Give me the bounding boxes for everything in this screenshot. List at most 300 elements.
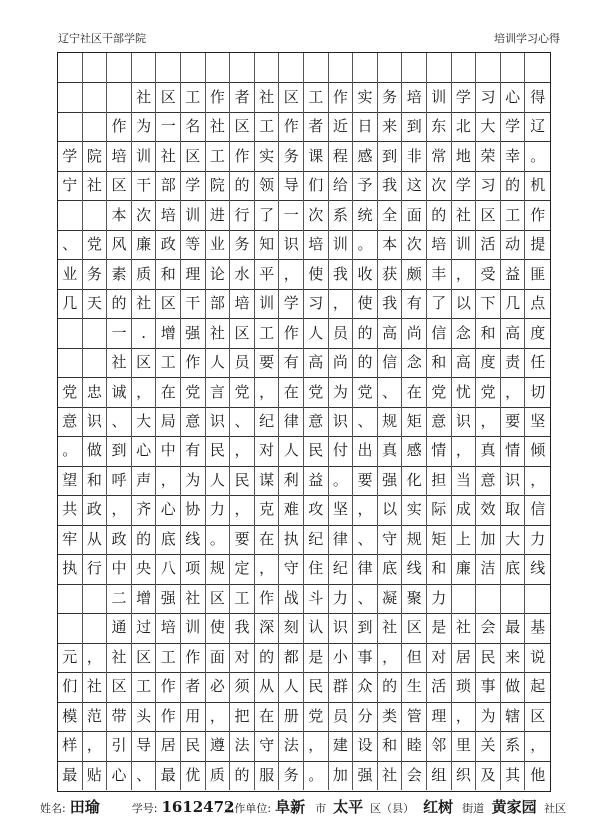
grid-cell: 政 — [107, 525, 132, 554]
grid-cell: 东 — [427, 112, 452, 141]
grid-cell: 识 — [83, 407, 108, 436]
grid-cell: 坚 — [329, 495, 354, 524]
grid-cell: 分 — [353, 702, 378, 731]
grid-cell: 样 — [58, 731, 83, 760]
grid-cell: 务 — [83, 259, 108, 288]
grid-cell: 社 — [378, 761, 403, 790]
grid-cell: 区 — [107, 171, 132, 200]
footer-info — [40, 796, 580, 817]
grid-cell: ， — [206, 702, 231, 731]
grid-cell: 高 — [378, 318, 403, 347]
grid-cell: 真 — [378, 436, 403, 465]
grid-cell: 必 — [206, 672, 231, 701]
grid-cell: 牢 — [58, 525, 83, 554]
grid-cell: 作 — [279, 318, 304, 347]
grid-row — [58, 672, 550, 702]
grid-row — [58, 613, 550, 643]
grid-row — [58, 200, 550, 230]
grid-cell: 守 — [279, 554, 304, 583]
grid-cell: 培 — [230, 289, 255, 318]
grid-row — [58, 259, 550, 289]
grid-cell: 日 — [353, 112, 378, 141]
grid-row — [58, 112, 550, 142]
grid-cell: 社 — [83, 171, 108, 200]
grid-cell: ， — [279, 259, 304, 288]
grid-cell: 导 — [279, 171, 304, 200]
grid-row — [58, 584, 550, 614]
grid-cell: 从 — [255, 672, 280, 701]
grid-cell: 高 — [452, 348, 477, 377]
grid-cell: ， — [501, 377, 526, 406]
grid-cell: 大 — [132, 407, 157, 436]
grid-row — [58, 348, 550, 378]
grid-cell: 作 — [107, 112, 132, 141]
grid-cell: 须 — [230, 672, 255, 701]
grid-cell: 加 — [476, 525, 501, 554]
grid-cell: 部 — [156, 171, 181, 200]
grid-cell: 的 — [132, 525, 157, 554]
grid-row — [58, 141, 550, 171]
grid-cell: 睦 — [402, 731, 427, 760]
grid-cell: 和 — [83, 466, 108, 495]
grid-cell — [83, 82, 108, 111]
grid-cell: 。 — [353, 230, 378, 259]
grid-cell: 尚 — [402, 318, 427, 347]
id-value: 1612472 — [161, 798, 235, 816]
grid-cell: 训 — [427, 82, 452, 111]
grid-cell: 院 — [83, 141, 108, 170]
grid-cell: 我 — [378, 289, 403, 318]
grid-cell: 全 — [378, 200, 403, 229]
grid-cell: ， — [255, 377, 280, 406]
grid-cell: 优 — [181, 761, 206, 790]
grid-cell: 党 — [427, 377, 452, 406]
grid-cell: 人 — [206, 466, 231, 495]
grid-cell: 社 — [83, 672, 108, 701]
grid-cell: 党 — [353, 377, 378, 406]
grid-cell: 作 — [279, 112, 304, 141]
grid-cell: 廉 — [452, 554, 477, 583]
grid-cell: 生 — [402, 672, 427, 701]
grid-cell: 最 — [58, 761, 83, 790]
grid-row — [58, 230, 550, 260]
grid-cell: 坚 — [530, 411, 546, 430]
grid-cell: 识 — [329, 407, 354, 436]
grid-cell: 宁 — [58, 171, 83, 200]
grid-cell — [83, 53, 108, 82]
grid-cell: 近 — [329, 112, 354, 141]
grid-cell: 者 — [304, 112, 329, 141]
grid-cell: 凝 — [378, 584, 403, 613]
grid-cell: 念 — [452, 318, 477, 347]
grid-cell: 当 — [452, 466, 477, 495]
grid-cell: 通 — [107, 613, 132, 642]
grid-cell: 在 — [255, 525, 280, 554]
grid-cell: 要 — [501, 407, 526, 436]
name-label: 姓名: — [40, 802, 66, 815]
grid-cell: 要 — [255, 348, 280, 377]
grid-cell: 学 — [501, 112, 526, 141]
grid-cell: 执 — [58, 554, 83, 583]
grid-cell: 员 — [329, 702, 354, 731]
grid-cell: 织 — [452, 761, 477, 790]
grid-cell: 在 — [279, 377, 304, 406]
grid-cell: 几 — [58, 289, 83, 318]
grid-cell: 干 — [132, 171, 157, 200]
grid-cell: 工 — [501, 200, 526, 229]
grid-cell: 斗 — [304, 584, 329, 613]
grid-cell — [83, 318, 108, 347]
grid-cell: 规 — [402, 525, 427, 554]
grid-cell: 了 — [427, 289, 452, 318]
grid-cell: 力 — [206, 495, 231, 524]
grid-cell: 纪 — [304, 525, 329, 554]
grid-cell: 培 — [304, 230, 329, 259]
grid-cell: 社 — [107, 348, 132, 377]
district-value: 太平 — [333, 798, 364, 816]
grid-cell: 元 — [58, 643, 83, 672]
grid-cell: 以 — [378, 495, 403, 524]
grid-cell: 行 — [83, 554, 108, 583]
grid-cell: 使 — [206, 613, 231, 642]
grid-cell: 增 — [156, 318, 181, 347]
grid-cell: 民 — [476, 643, 501, 672]
district-label: 区（县） — [370, 802, 415, 815]
grid-cell: 大 — [476, 112, 501, 141]
grid-cell: 和 — [378, 731, 403, 760]
grid-cell: 系 — [501, 731, 526, 760]
grid-cell: 党 — [304, 377, 329, 406]
grid-cell: 培 — [402, 82, 427, 111]
grid-row — [58, 761, 550, 790]
grid-cell — [83, 613, 108, 642]
grid-cell: 习 — [476, 171, 501, 200]
grid-cell: 心 — [501, 82, 526, 111]
grid-cell: 社 — [156, 141, 181, 170]
grid-cell: 政 — [156, 230, 181, 259]
grid-cell: ， — [452, 702, 477, 731]
grid-cell: 一 — [107, 318, 132, 347]
grid-cell: 在 — [156, 377, 181, 406]
grid-row — [58, 171, 550, 201]
grid-cell: 取 — [501, 495, 526, 524]
grid-cell: 领 — [255, 171, 280, 200]
grid-cell: 民 — [304, 672, 329, 701]
grid-cell: 课 — [304, 141, 329, 170]
grid-cell: 过 — [132, 613, 157, 642]
grid-cell: 线 — [402, 554, 427, 583]
grid-cell: 来 — [501, 643, 526, 672]
grid-cell: 声 — [132, 466, 157, 495]
grid-cell: 高 — [304, 348, 329, 377]
grid-cell: 望 — [58, 466, 83, 495]
grid-cell: 民 — [230, 466, 255, 495]
grid-cell: 强 — [353, 761, 378, 790]
grid-cell: 者 — [230, 82, 255, 111]
grid-cell: 务 — [279, 141, 304, 170]
grid-cell: 社 — [132, 289, 157, 318]
grid-cell: 把 — [230, 702, 255, 731]
grid-cell: 理 — [181, 259, 206, 288]
grid-cell: 执 — [279, 525, 304, 554]
grid-cell: 规 — [378, 407, 403, 436]
grid-cell: 质 — [206, 761, 231, 790]
grid-cell: 呼 — [107, 466, 132, 495]
grid-cell: 事 — [476, 672, 501, 701]
grid-cell: 导 — [132, 731, 157, 760]
city-value: 阜新 — [275, 798, 306, 816]
grid-cell: 提 — [530, 235, 546, 254]
grid-cell: 区 — [132, 348, 157, 377]
grid-cell: 素 — [107, 259, 132, 288]
grid-cell: 实 — [353, 82, 378, 111]
grid-cell: 从 — [83, 525, 108, 554]
grid-row — [58, 289, 550, 319]
grid-cell: 律 — [329, 525, 354, 554]
grid-cell: 项 — [181, 554, 206, 583]
grid-cell: 一 — [279, 200, 304, 229]
grid-cell: 居 — [452, 643, 477, 672]
grid-cell: 学 — [279, 289, 304, 318]
grid-cell: 几 — [501, 289, 526, 318]
grid-cell: 定 — [230, 554, 255, 583]
grid-cell: ， — [476, 407, 501, 436]
grid-cell: 点 — [530, 294, 546, 313]
grid-cell — [107, 82, 132, 111]
grid-row — [58, 702, 550, 732]
grid-cell: 工 — [132, 672, 157, 701]
grid-cell: 使 — [353, 289, 378, 318]
grid-cell: 为 — [132, 112, 157, 141]
grid-cell: 守 — [255, 731, 280, 760]
grid-cell — [525, 53, 550, 82]
grid-cell: 尚 — [329, 348, 354, 377]
grid-cell — [427, 53, 452, 82]
grid-cell: 和 — [427, 348, 452, 377]
grid-cell: 类 — [378, 702, 403, 731]
grid-cell: 使 — [304, 259, 329, 288]
grid-cell — [525, 584, 550, 613]
grid-cell: 辽 — [530, 117, 546, 136]
id-label: 学号: — [131, 802, 158, 815]
grid-cell: 作 — [156, 672, 181, 701]
grid-cell: 政 — [83, 495, 108, 524]
grid-cell: 培 — [427, 230, 452, 259]
grid-cell: 组 — [427, 761, 452, 790]
grid-cell: 党 — [58, 377, 83, 406]
grid-cell: 员 — [230, 348, 255, 377]
grid-cell — [501, 584, 526, 613]
grid-cell: 信 — [378, 348, 403, 377]
grid-cell — [329, 53, 354, 82]
grid-cell: 会 — [476, 613, 501, 642]
grid-cell: 到 — [353, 613, 378, 642]
grid-cell: 知 — [255, 230, 280, 259]
grid-cell: 切 — [530, 382, 546, 401]
grid-cell: 区 — [402, 613, 427, 642]
grid-cell: 心 — [107, 761, 132, 790]
grid-cell: 的 — [427, 200, 452, 229]
grid-cell: ， — [83, 643, 108, 672]
grid-cell: 工 — [304, 82, 329, 111]
grid-cell: 在 — [402, 377, 427, 406]
grid-cell: 头 — [132, 702, 157, 731]
grid-cell: 线 — [530, 559, 546, 578]
grid-cell: 识 — [329, 613, 354, 642]
grid-cell: 训 — [452, 230, 477, 259]
grid-cell: 人 — [304, 318, 329, 347]
grid-cell: 和 — [476, 318, 501, 347]
grid-cell: 受 — [476, 259, 501, 288]
grid-cell: 力 — [530, 529, 546, 548]
grid-cell — [58, 53, 83, 82]
grid-cell: 矩 — [402, 407, 427, 436]
grid-cell: 是 — [304, 643, 329, 672]
grid-cell: 丰 — [427, 259, 452, 288]
grid-cell: 的 — [107, 289, 132, 318]
grid-cell: 荣 — [476, 141, 501, 170]
grid-cell: 部 — [206, 289, 231, 318]
grid-cell: 培 — [156, 200, 181, 229]
grid-cell: 、 — [132, 761, 157, 790]
grid-cell: 训 — [255, 289, 280, 318]
grid-cell — [58, 348, 83, 377]
grid-cell: 工 — [206, 141, 231, 170]
grid-cell: 感 — [402, 436, 427, 465]
grid-cell: ， — [452, 436, 477, 465]
grid-cell: 来 — [378, 112, 403, 141]
grid-cell: 强 — [156, 584, 181, 613]
grid-cell: 共 — [58, 495, 83, 524]
grid-cell: 匪 — [530, 264, 546, 283]
grid-cell: 训 — [181, 200, 206, 229]
grid-cell: 社 — [255, 82, 280, 111]
grid-cell: 谋 — [255, 466, 280, 495]
grid-cell: 和 — [427, 554, 452, 583]
grid-cell: 实 — [255, 141, 280, 170]
grid-cell: 质 — [132, 259, 157, 288]
grid-cell: 付 — [329, 436, 354, 465]
grid-cell: 业 — [206, 230, 231, 259]
grid-cell: 工 — [156, 348, 181, 377]
grid-cell: 习 — [304, 289, 329, 318]
grid-cell: . — [132, 318, 157, 347]
grid-cell: 识 — [206, 407, 231, 436]
grid-cell: 要 — [230, 525, 255, 554]
grid-cell: 强 — [378, 466, 403, 495]
grid-cell — [304, 53, 329, 82]
grid-cell: 作 — [206, 82, 231, 111]
name-value: 田瑜 — [69, 798, 100, 816]
grid-cell — [58, 613, 83, 642]
grid-cell: 册 — [279, 702, 304, 731]
grid-cell: 为 — [181, 466, 206, 495]
grid-cell: 攻 — [304, 495, 329, 524]
grid-cell: 有 — [402, 289, 427, 318]
grid-cell: 。 — [329, 466, 354, 495]
grid-cell: ， — [255, 554, 280, 583]
street-value: 红树 — [423, 798, 454, 816]
grid-cell: 作 — [329, 82, 354, 111]
grid-cell: 区 — [132, 643, 157, 672]
grid-cell: 获 — [378, 259, 403, 288]
grid-cell: ， — [83, 731, 108, 760]
grid-cell: 们 — [304, 171, 329, 200]
grid-cell: 次 — [402, 230, 427, 259]
grid-cell: 地 — [452, 141, 477, 170]
grid-cell: 程 — [329, 141, 354, 170]
grid-cell: 幸 — [501, 141, 526, 170]
grid-cell: 、 — [107, 407, 132, 436]
grid-cell: 的 — [230, 761, 255, 790]
grid-cell: 的 — [353, 318, 378, 347]
grid-cell: 次 — [132, 200, 157, 229]
grid-cell: 协 — [181, 495, 206, 524]
grid-cell: 心 — [132, 436, 157, 465]
grid-cell: 区 — [476, 200, 501, 229]
grid-cell: 社 — [378, 613, 403, 642]
grid-cell: 意 — [476, 466, 501, 495]
grid-cell: 用 — [181, 702, 206, 731]
grid-cell: 作 — [181, 643, 206, 672]
grid-cell: 作 — [255, 584, 280, 613]
grid-cell: 次 — [427, 171, 452, 200]
grid-cell: 其 — [501, 761, 526, 790]
grid-cell: 活 — [427, 672, 452, 701]
street-label: 街道 — [462, 802, 485, 815]
grid-cell: 到 — [378, 141, 403, 170]
grid-cell: 学 — [452, 171, 477, 200]
grid-cell: 训 — [132, 141, 157, 170]
grid-cell: 社 — [181, 584, 206, 613]
grid-row — [58, 82, 550, 112]
grid-cell: 感 — [353, 141, 378, 170]
grid-cell: 深 — [255, 613, 280, 642]
grid-cell: ， — [378, 643, 403, 672]
grid-cell — [378, 53, 403, 82]
grid-row — [58, 525, 550, 555]
grid-cell: 务 — [279, 761, 304, 790]
grid-cell: 忧 — [452, 377, 477, 406]
grid-cell: 北 — [452, 112, 477, 141]
grid-cell: 工 — [255, 112, 280, 141]
grid-cell: 做 — [83, 436, 108, 465]
grid-cell: 任 — [530, 353, 546, 372]
grid-cell: 我 — [230, 613, 255, 642]
grid-cell: ， — [230, 436, 255, 465]
grid-cell: 作 — [156, 702, 181, 731]
grid-cell: 面 — [206, 643, 231, 672]
grid-cell: 会 — [402, 761, 427, 790]
grid-cell: 到 — [107, 436, 132, 465]
grid-cell: 动 — [501, 230, 526, 259]
grid-cell: 常 — [427, 141, 452, 170]
grid-cell: 予 — [353, 171, 378, 200]
grid-cell — [58, 200, 83, 229]
grid-row — [58, 731, 550, 761]
grid-cell: 小 — [329, 643, 354, 672]
grid-cell: 事 — [353, 643, 378, 672]
grid-cell: 出 — [353, 436, 378, 465]
grid-cell: 增 — [132, 584, 157, 613]
grid-cell: 强 — [181, 318, 206, 347]
grid-cell: 党 — [181, 377, 206, 406]
grid-cell: 。 — [530, 146, 546, 165]
grid-cell: 中 — [156, 436, 181, 465]
grid-cell: 党 — [230, 377, 255, 406]
grid-cell: 矩 — [427, 525, 452, 554]
grid-cell — [452, 53, 477, 82]
